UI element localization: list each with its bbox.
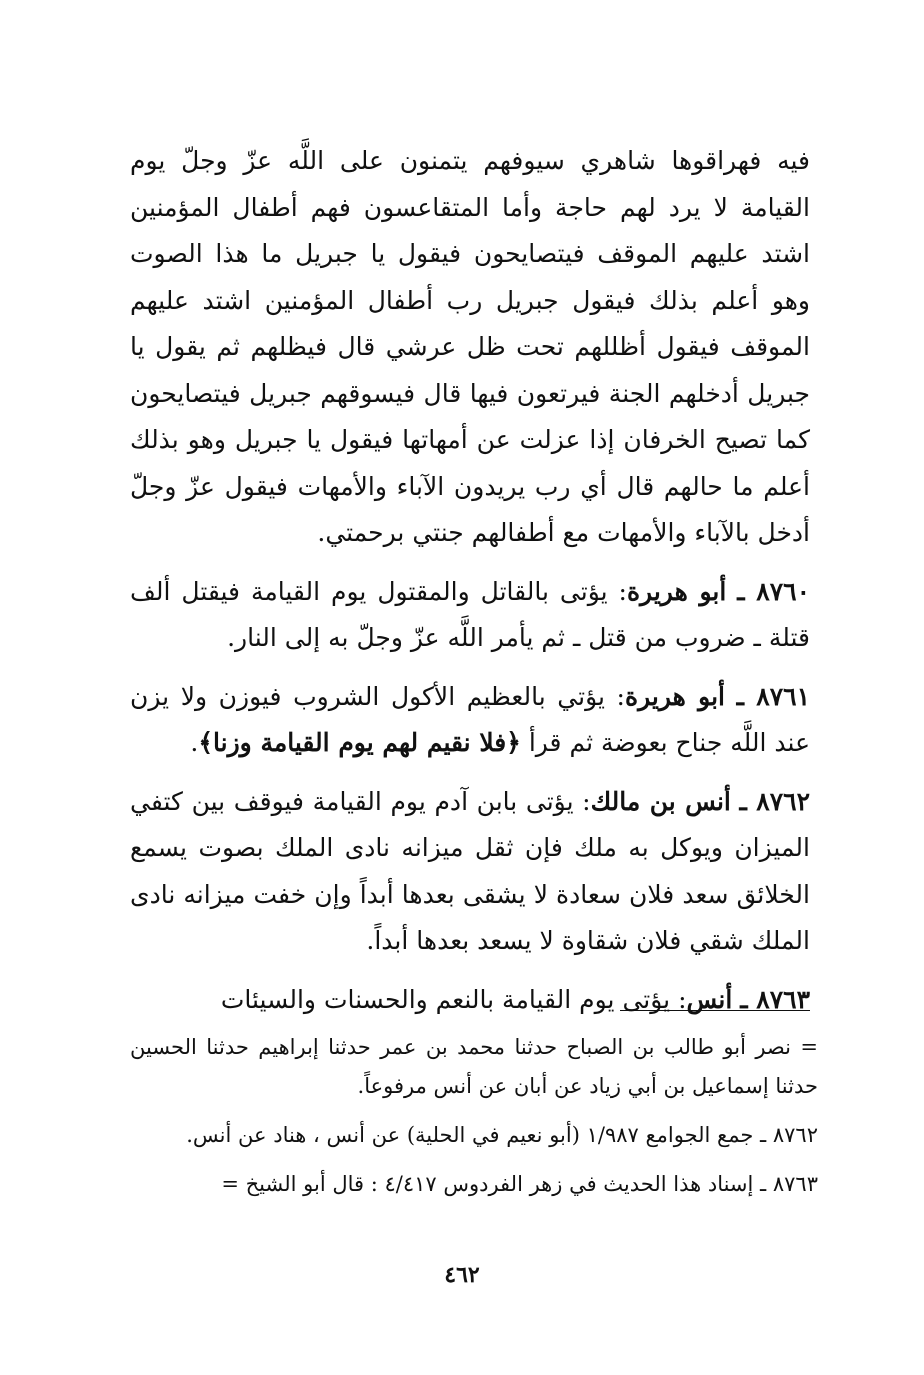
hadith-text: : يؤتى بابن آدم يوم القيامة فيوقف بين كتفي الميزان ويوكل به ملك فإن ثقل ميزانه نادى الملك بصوت يسمع الخلائق سعد فلان سعادة لا يشقى بعدها أبداً وإن خفت ميزانه نادى الملك شقي فلان شقاوة لا يسعد بعدها أبداً. (130, 786, 810, 955)
main-text (130, 138, 810, 1035)
hadith-number: ٨٧٦١ ـ (736, 681, 811, 711)
hadith-narrator: أبو هريرة (626, 576, 727, 606)
hadith-narrator: أبو هريرة (624, 681, 725, 711)
intro-paragraph: فيه فهراقوها شاهري سيوفهم يتمنون على اللَّه عزّ وجلّ يوم القيامة لا يرد لهم حاجة وأما المتقاعسون فهم أطفال المؤمنين اشتد عليهم الموقف فيتصايحون فيقول يا جبريل ما هذا الصوت وهو أعلم بذلك فيقول جبريل رب أطفال المؤمنين اشتد عليهم الموقف فيقول أظللهم تحت ظل عرشي قال فيظلهم ثم يقول يا جبريل أدخلهم الجنة فيرتعون فيها قال فيسوقهم جبريل فيتصايحون كما تصيح الخرفان إذا عزلت عن أمهاتها فيقول يا جبريل وهو بذلك أعلم ما حالهم قال أي رب يريدون الآباء والأمهات فيقول عزّ وجلّ أدخل بالآباء والأمهات مع أطفالهم جنتي برحمتي. (130, 146, 810, 547)
hadith-number: ٨٧٦٢ ـ (739, 786, 810, 816)
hadith-end: . (190, 728, 199, 757)
footnote-continuation: = نصر أبو طالب بن الصباح حدثنا محمد بن عمر حدثنا إبراهيم حدثنا الحسين حدثنا إسماعيل بن أبي زياد عن أبان عن أنس مرفوعاً. (130, 1035, 818, 1098)
hadith-number: ٨٧٦٠ ـ (737, 576, 810, 606)
quran-quote: ﴿فلا نقيم لهم يوم القيامة وزنا﴾ (198, 728, 521, 757)
footnote-8763: ٨٧٦٣ ـ إسناد هذا الحديث في زهر الفردوس ٤/٤١٧ : قال أبو الشيخ = (221, 1172, 818, 1196)
footnote-8762: ٨٧٦٢ ـ جمع الجوامع ١/٩٨٧ (أبو نعيم في الحلية) عن أنس ، هناد عن أنس. (186, 1123, 818, 1147)
hadith-narrator: أنس بن مالك (590, 786, 731, 816)
page-number: ٤٦٢ (444, 1262, 480, 1288)
hadith-8763 (130, 977, 810, 1024)
hadith-number: ٨٧٦٣ ـ (740, 984, 810, 1014)
footnotes (130, 1028, 818, 1214)
hadith-8760 (130, 569, 810, 662)
hadith-text: : يؤتى يوم القيامة بالنعم والحسنات والسيئات (220, 984, 687, 1014)
hadith-text: : يؤتي بالعظيم الأكول الشروب فيوزن ولا يزن عند اللَّه جناح بعوضة ثم قرأ (130, 681, 810, 757)
hadith-narrator: أنس (686, 984, 733, 1014)
hadith-8761 (130, 674, 810, 767)
hadith-text: : يؤتى بالقاتل والمقتول يوم القيامة فيقتل ألف قتلة ـ ضروب من قتل ـ ثم يأمر اللَّه عزّ وجلّ به إلى النار. (130, 576, 810, 652)
hadith-8762 (130, 779, 810, 965)
footnote-divider (620, 1010, 810, 1011)
